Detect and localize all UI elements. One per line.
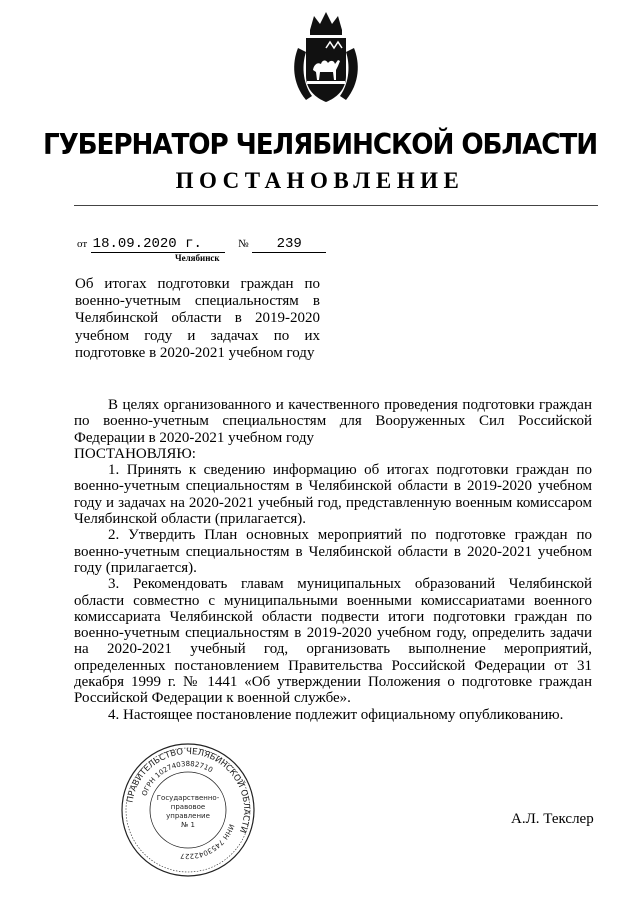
stamp-center-line-1: Государственно-	[156, 794, 220, 802]
date-prefix: от	[77, 238, 88, 250]
header-divider	[74, 205, 598, 207]
signatory-name: А.Л. Текслер	[511, 811, 594, 827]
stamp-outer-text: ПРАВИТЕЛЬСТВО ЧЕЛЯБИНСКОЙ ОБЛАСТИ	[125, 746, 252, 835]
clause-4: 4. Настоящее постановление подлежит официальному опубликованию.	[108, 706, 564, 723]
number-sign: №	[238, 238, 249, 250]
document-city: Челябинск	[175, 253, 220, 263]
authority-heading: ГУБЕРНАТОР ЧЕЛЯБИНСКОЙ ОБЛАСТИ	[42, 128, 598, 161]
stamp-ogrn: ОГРН 1027403882710	[140, 759, 215, 798]
stamp-center-line-4: № 1	[181, 821, 195, 829]
stamp-inn: ИНН 7453042227	[179, 822, 236, 861]
resolve-heading: ПОСТАНОВЛЯЮ:	[74, 445, 196, 462]
document-number: 239	[252, 236, 326, 253]
official-stamp-seal	[118, 740, 258, 880]
stamp-center-line-2: правовое	[170, 803, 206, 811]
clause-3: 3. Рекомендовать главам муниципальных образований Челябинской области совместно с муниципальными военными комиссариатами военного комиссариата Челябинской области подвести итоги подготовки граждан по военно-учетным специальностям в 2019-2020 учебном году, определить задачи на 2020-2021 учебный год, организовать выполнение мероприятий, определенных постановлением Правительства Российской Федерации от 31 декабря 1999 г. № 1441 «Об утверждении Положения о подготовке граждан Российской Федерации к военной службе».	[74, 576, 592, 707]
coat-of-arms-emblem	[290, 8, 362, 108]
clause-1: 1. Принять к сведению информацию об итогах подготовки граждан по военно-учетным специальностям в Челябинской области в 2019-2020 учебном году и задачах на 2020-2021 учебный год, представленную военным комиссаром Челябинской области (прилагается).	[74, 462, 592, 528]
stamp-center-line-3: управление	[166, 812, 210, 820]
document-date: 18.09.2020 г.	[91, 236, 225, 253]
document-body	[74, 397, 592, 723]
document-type-heading: ПОСТАНОВЛЕНИЕ	[175, 168, 465, 193]
clause-2: 2. Утвердить План основных мероприятий по подготовке граждан по военно-учетным специальностям в Челябинской области в 2020-2021 учебном году (прилагается).	[74, 527, 592, 576]
document-meta-line	[77, 236, 326, 253]
preamble-paragraph: В целях организованного и качественного проведения подготовки граждан по военно-учетным специальностям для Вооруженных Сил Российской Федерации в 2020-2021 учебном году	[74, 397, 592, 446]
document-title: Об итогах подготовки граждан по военно-учетным специальностям в Челябинской области в 2019-2020 учебном году и задачах по их подготовке в 2020-2021 учебном году	[75, 276, 320, 361]
